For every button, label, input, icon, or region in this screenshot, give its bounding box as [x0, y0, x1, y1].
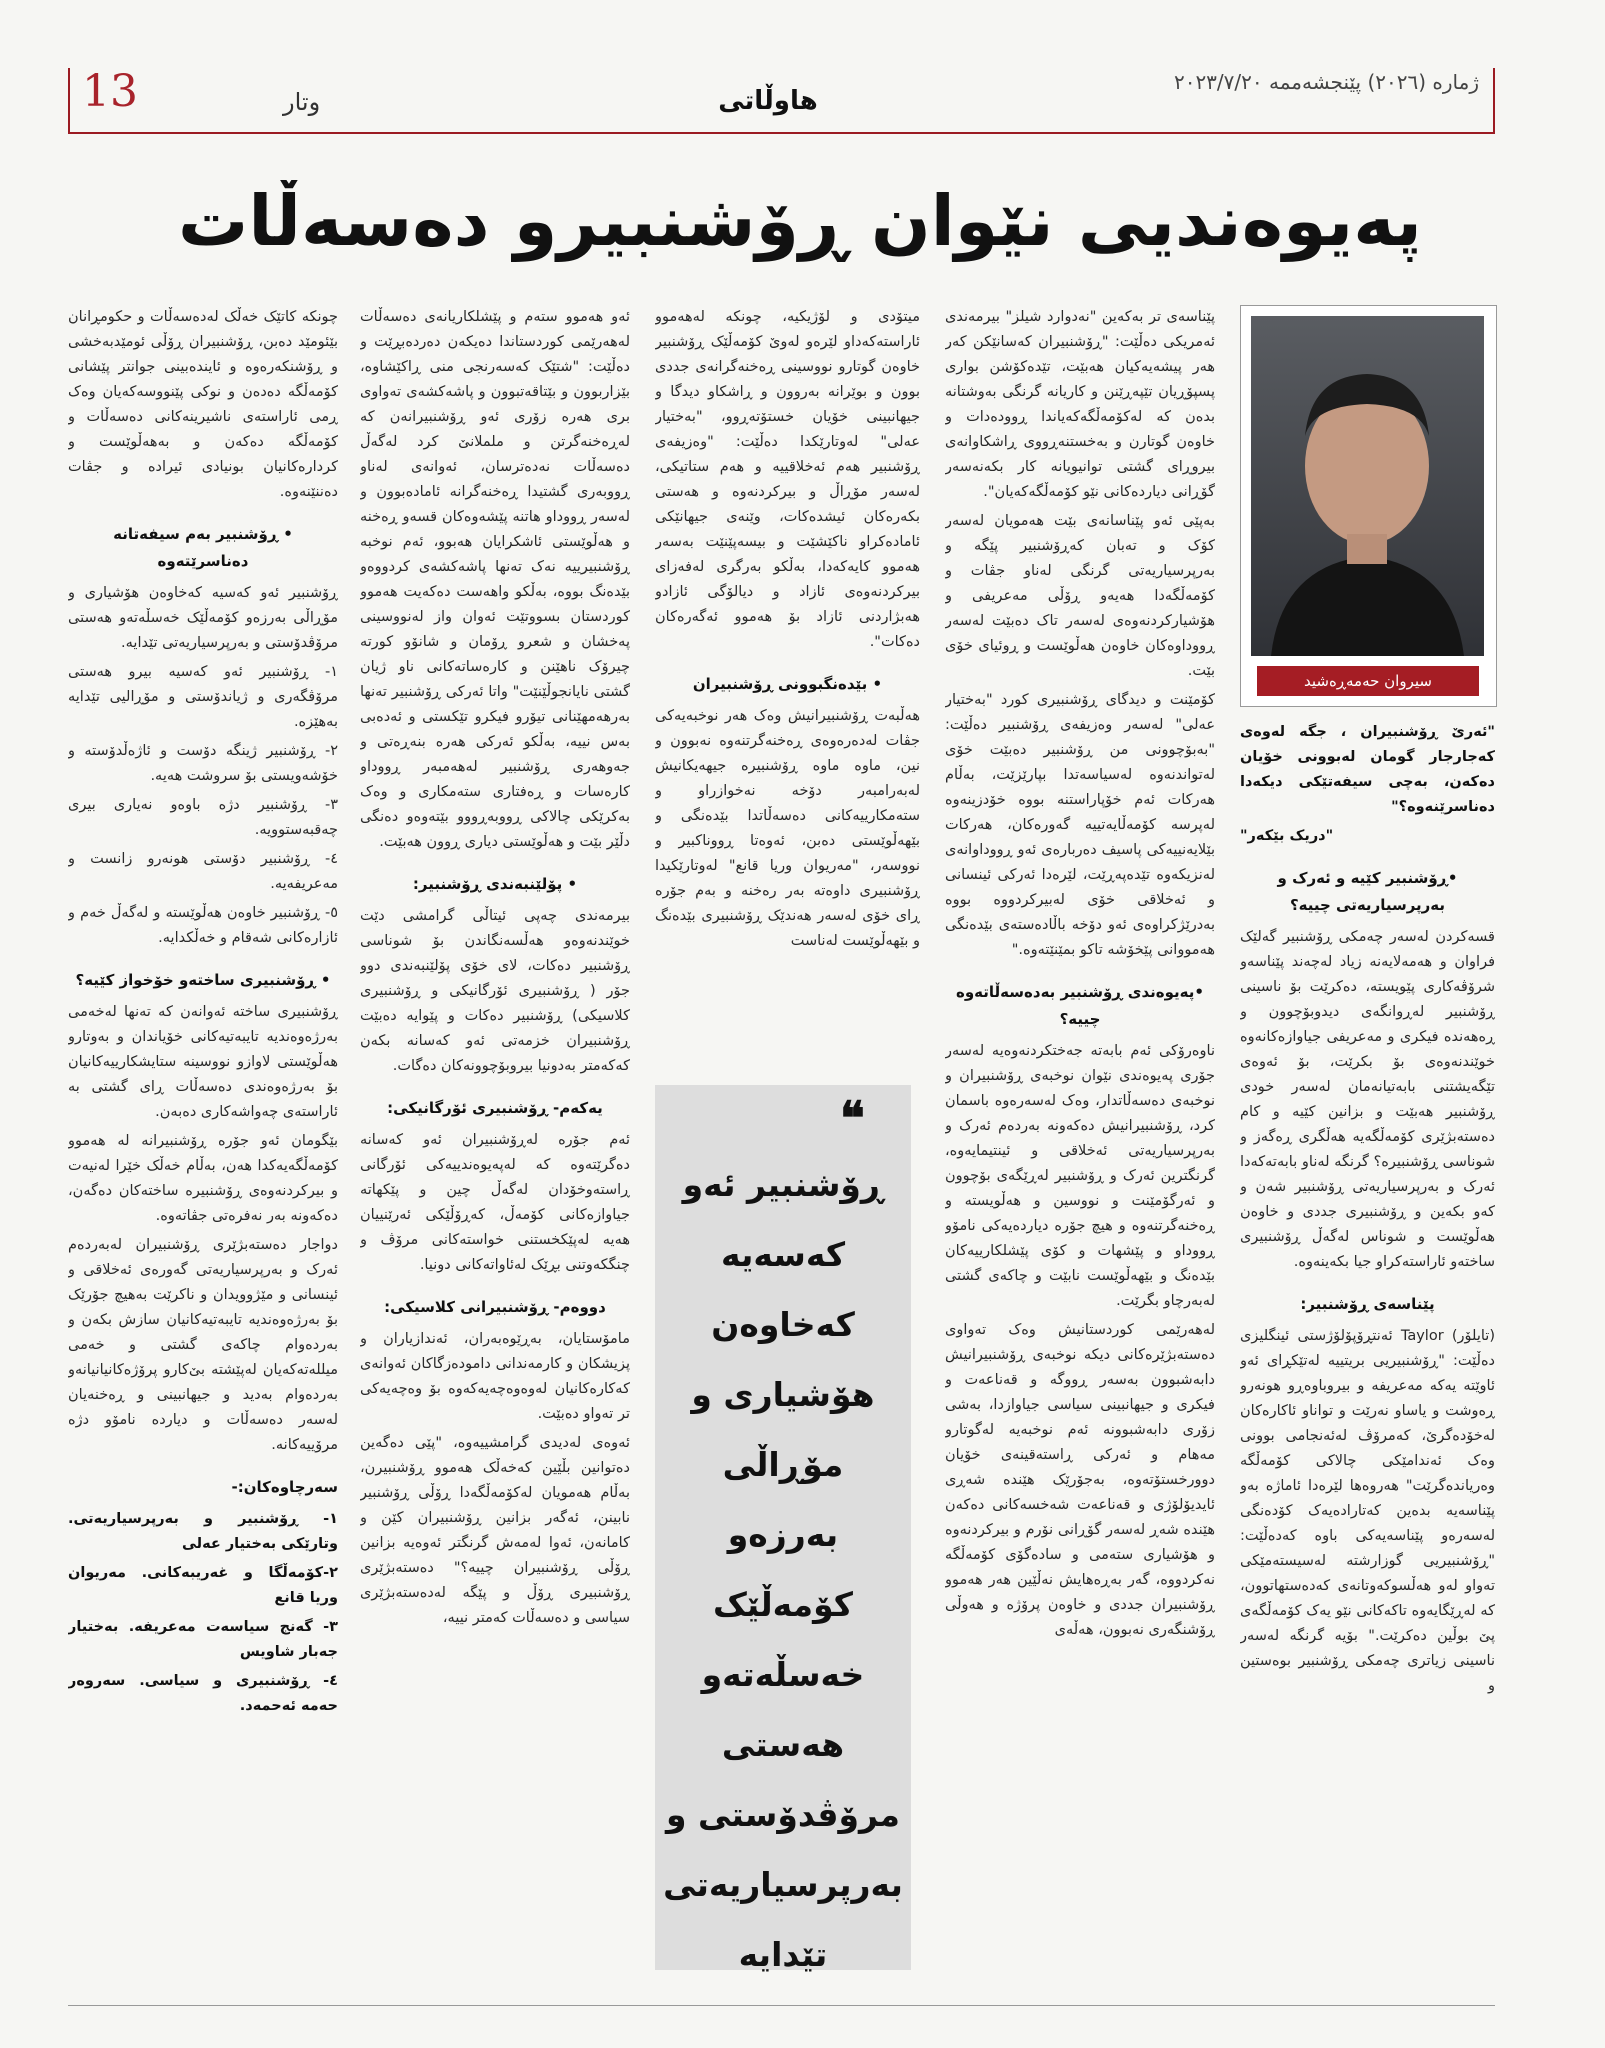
- paragraph: (تایلۆر) Taylor ئەنتڕۆپۆلۆژستی ئینگلیزی دەڵێت: "ڕۆشنبیریی بریتییە لەتێکڕای ئەو ئاوێتە یەکە مەعریفە و بیروباوەڕو هونەرو ڕەوشت و یاساو نەرێت و تواناو ئاکارەکان لەخۆدەگرێ، کەمرۆڤ لەئەنجامی بوونی وەک ئەندامێکی چالاکی کۆمەڵگە وەریاندەگرێت" هەروەها لێرەدا ئاماژە بەو پێناسەیە بدەین کەتارادەیەک کۆدەنگی لەسەرەو پێناسەیەکی باوە کەدەڵێت: "ڕۆشنبیریی گوزارشتە لەسیستەمێکی تەواو لەو هەڵسوکەوتانەی کەدەستهاتوون، کە لەڕێگایەوە تاکەکانی نێو یەک کۆمەڵگەی پێ بوڵین دەکرێت." بۆیە گرنگە لەسەر ناسینی زیاتری چەمکی ڕۆشنبیر بوەستین و: [1240, 1328, 1495, 1694]
- author-photo-box: [1240, 305, 1497, 707]
- list-item: ٣- ڕۆشنبیر دژە باوەو نەیاری بیری چەقبەستوویە.: [68, 797, 338, 838]
- paragraph: میتۆدی و لۆژیکیە، چونکە لەهەموو ئاراستەکەداو لێرەو لەوێ کۆمەڵێک ڕۆشنبیر خاوەن گوتارو نووسینی ڕەخنەگرانەی جددی بوون و بوێرانە بەروون و ڕاشکاو دیدگا و جیهانبینی خۆیان خستۆتەڕوو، "بەختیار عەلی" لەوتارێکدا دەڵێت: "وەزیفەی ڕۆشنبیر هەم ئەخلاقییە و هەم ستاتیکی، لەسەر مۆڕاڵ و بیرکردنەوە و هەستی بکەرەکان ئیشدەکات، وێنەی جیهانێکی ئامادەکراو ناکێشێت و بیسەپێنێت بەسەر هەموو کایەکەدا، بەڵکو بەرگری لەفەزای بیرکردنەوەی ئازاد و دیالۆگی ئازادو هەبژاردنی ئازاد بۆ هەموو ئەگەرەکان دەکات".: [655, 309, 920, 650]
- section-label: وتار: [283, 88, 321, 116]
- section-heading: دووەم- ڕۆشنبیرانی کلاسیکی:: [384, 1298, 606, 1316]
- quote-mark-icon: ❝: [840, 1091, 859, 1145]
- paragraph: ئەو هەموو ستەم و پێشلکاریانەی دەسەڵات لەهەرێمی کوردستاندا دەیکەن دەردەبڕێت و دەڵێت: "شتێک کەسەرنجی منی ڕاکێشاوە، بێزاربوون و بێتاقەتبوون و پاشەکشەی تەواوی بری هەرە زۆری ئەو ڕۆشنبیرانەن کە لەڕەخنەگرتن و ململانێ کرد لەگەڵ دەسەڵات نەدەترسان، ئەوانەی لەناو ڕووبەری گشتیدا ڕەخنەگرانە ئامادەبوون و لەسەر ڕووداو هاتنە پێشەوەکان قسەو ڕەخنە و هەڵوێستی ئاشکرایان هەبوو، ئەم نوخبە ڕۆشنبیرییە نەک تەنها پاشەکشەی کردووەو بێدەنگ بووە، بەڵکو واهەست دەکەیت هەموو کوردستان بسووتێت ئەوان واز لەنووسینی پەخشان و شعرو ڕۆمان و شانۆو کورتە چیرۆک ناهێنن و کارەساتەکانی ناو ژیان گشتی نایانجوڵێنێت" واتا ئەرکی ڕۆشنبیر تەنها بەرهەمهێنانی تیۆرو فیکرو تێکستی و ئەدەبی بەس نییە، بەڵکو ئەرکی هەرە بنەڕەتی و جەوهەری ڕۆشنبیر لەهەمبەر ڕووداو کارەسات و ڕەفتاری ستەمکاری و وەک بەکرێکی چالاکی ڕووبەڕووو بێتەوەو دەنگی دڵێر بێت و هەڵوێستی دیاری ڕوون هەبێت.: [360, 309, 630, 850]
- sources-heading: سەرچاوەکان:-: [231, 1478, 338, 1496]
- section-heading: • بێدەنگبوونی ڕۆشنبیران: [692, 675, 883, 693]
- column-4: [68, 305, 338, 1995]
- paragraph: لەهەرێمی کوردستانیش وەک تەواوی دەستەبژێرەکانی دیکە نوخبەی ڕۆشنبیرانیش دابەشبوون بەسەر ڕووگە و قەناعەت و فیکری و جیهانبینی سیاسی جیاوازدا، بەشی زۆری دابەشبوونە ئەم نوخبەیە لەگوتارو مەهام و ئەرکی ڕاستەقینەی خۆیان دوورخستۆتەوە، بەجۆرێک هێندە شەڕی ئایدیۆلۆژی و قەناعەت شەخسەکانی دەکەن هێندە شەڕ لەسەر گۆڕانی نۆرم و بیرکردنەوە و هۆشیاری ستەمی و سادەگۆی کۆمەڵگە نەکردووە، گەر بەڕەهایش نەڵێین هەر هەموو ڕۆشنبیران جددی و خاوەن پرۆژە و هەوڵی ڕۆشنگەری نەبوون، هەڵەی: [945, 1322, 1215, 1638]
- author-photo: [1251, 316, 1484, 656]
- lead-quote-author: "دریک بێکەر": [1240, 828, 1334, 844]
- list-item: ٢- ڕۆشنبیر ژینگە دۆست و ئاژەڵدۆستە و خۆشەویستی بۆ سروشت هەیە.: [68, 743, 338, 784]
- column-1: [945, 305, 1215, 1995]
- source-item: ٤- ڕۆشنبیری و سیاسی. سەروەر حەمە ئەحمەد.: [68, 1673, 338, 1714]
- list-item: ٤- ڕۆشنبیر دۆستی هونەرو زانست و مەعریفەیە.: [68, 851, 338, 892]
- source-item: ١- ڕۆشنبیر و بەرپرسیاریەتی. وتارێکی بەختیار عەلی: [68, 1511, 338, 1552]
- column-3: [360, 305, 630, 1995]
- paragraph: کۆمێنت و دیدگای ڕۆشنبیری کورد "بەختیار عەلی" لەسەر وەزیفەی ڕۆشنبیر دەڵێت: "بەبۆچوونی من ڕۆشنبیر دەبێت خۆی لەتواندنەوە لەسیاسەتدا بپارێزێت، بەڵام هەرکات ئەم خۆپاراستنە بووە خۆدزینەوە لەپرسە کۆمەڵایەتییە گەورەکان، هەرکات بێلایەنییەکی پاسیف دەربارەی ئەو ڕووداوانەی لەنزیکەوە تێدەپەڕێت، لێرەدا ئەرکی ئینسانی و ئەخلاقی خۆی لەبیرکردووە بووە بەدرێژکراوەی ئەو دۆخە باڵادەستەی بێدەنگی هەمووانی پێخۆشە تاکو بمێنێتەوە.": [945, 692, 1215, 958]
- section-heading: • پۆلێنبەندی ڕۆشنبیر:: [412, 875, 578, 893]
- column-5: [1240, 720, 1495, 1995]
- source-item: ٢-کۆمەڵگا و غەریبەکانی. مەریوان وریا قانع: [68, 1565, 338, 1606]
- issue-info: ژمارە (٢٠٢٦) پێنجشەممە ٢٠٢٣/٧/٢٠: [1173, 70, 1479, 94]
- author-name: سیروان حەمەڕەشید: [1257, 666, 1479, 696]
- paragraph: پێناسەی تر بەکەین "نەدوارد شیلز" بیرمەندی ئەمریکی دەڵێت: "ڕۆشنبیران کەسانێکن کەر هەر پیشەیەکیان هەبێت، تێدەکۆشن بواری پسپۆڕیان تێپەڕێنن و کاریانە گرنگی بەوشتانە بدەن کە لەکۆمەڵگەکەیاندا ڕوودەدات و خاوەن گوتارن و بەخستنەڕووی ڕاشکاوانەی بیروڕای گشتی توانیویانە کار بکەنەسەر گۆڕانی دیاردەکانی نێو کۆمەڵگەکەیان".: [945, 309, 1215, 500]
- page-header: [68, 68, 1495, 134]
- section-heading: پێناسەی ڕۆشنبیر:: [1300, 1295, 1435, 1313]
- header-right-rule: [1493, 68, 1495, 132]
- section-heading: •ڕۆشنبیر کێیە و ئەرک و بەرپرسیاریەتی چییە؟: [1277, 869, 1458, 914]
- source-item: ٣- گەنج سیاسەت مەعریفە. بەختیار جەبار شاویس: [68, 1619, 338, 1660]
- lead-quote: "ئەرێ ڕۆشنبیران ، جگە لەوەی کەجارجار گومان لەبوونی خۆیان دەکەن، بەچی سیفەتێکی دیکەدا دەناسرێنەوە؟": [1240, 724, 1495, 815]
- paragraph: ڕۆشنبیری ساختە ئەوانەن کە تەنها لەخەمی بەرژەوەندیە تایبەتیەکانی خۆیاندان و بەوتارو هەڵوێستی لاوازو نووسینە ستایشکارییەکانیان بۆ بەرژەوەندی دەسەڵات ڕای گشتی بە ئاراستەی چەواشەکاری دەبەن.: [68, 1004, 338, 1120]
- section-heading: •پەیوەندی ڕۆشنبیر بەدەسەڵاتەوە چییە؟: [956, 983, 1204, 1028]
- header-left-rule: [68, 68, 70, 132]
- list-item: ٥- ڕۆشنبیر خاوەن هەڵوێستە و لەگەڵ خەم و ئازارەکانی شەقام و خەڵکدایە.: [68, 905, 338, 946]
- column-2: [655, 305, 920, 1065]
- paragraph: هەڵبەت ڕۆشنبیرانیش وەک هەر نوخبەیەکی جڤات لەدەرەوەی ڕەخنەگرتنەوە نەبوون و نین، ماوە ماوە ڕۆشنبیرە جیهەیکانیش لەبەرامبەر دۆخە نەخوازراو و ستەمکارییەکانی دەسەڵاتدا بێدەنگی و بێهەڵوێستی دەبن، ئەوەتا ڕووناکبیر و نووسەر، "مەریوان وریا قانع" لەوتارێکیدا ڕۆشنبیری داوەتە بەر رەخنە و بەم جۆرە ڕای خۆی لەسەر هەندێک ڕۆشنبیری بێدەنگ و بێهەڵوێست لەناست: [655, 708, 920, 949]
- portrait-icon: [1251, 316, 1484, 656]
- list-item: ١- ڕۆشنبیر ئەو کەسیە بیرو هەستی مرۆڤگەری و ژیاندۆستی و مۆڕالیی تێدایە بەهێزە.: [68, 664, 338, 730]
- section-heading: یەکەم- ڕۆشنبیری ئۆرگانیکی:: [387, 1099, 603, 1117]
- pull-quote: [655, 1085, 911, 1974]
- paragraph: بێگومان ئەو جۆرە ڕۆشنبیرانە لە هەموو کۆمەڵگەیەکدا هەن، بەڵام خەڵک خێرا لەنیەت و بیرکردنەوەی ڕۆشنبیرە ساختەکان دەگەن، دەکەونە بەر نەفرەتی جڤاتەوە.: [68, 1133, 338, 1224]
- section-heading: • ڕۆشنبیر بەم سیفەتانە دەناسرێتەوە: [113, 525, 293, 570]
- paragraph: ئەم جۆرە لەڕۆشنبیران ئەو کەسانە دەگرێتەوە کە لەپەیوەندییەکی ئۆرگانی ڕاستەوخۆدان لەگەڵ چین و پێکهاتە جیاوازەکانی کۆمەڵ، کەڕۆڵێکی ئەرێنییان هەیە لەپێکخستنی خواستەکانی مرۆڤ و چنگکەوتنی بڕێک لەئاواتەکانی دونیا.: [360, 1132, 630, 1273]
- newspaper-logo: هاوڵاتی: [718, 86, 818, 116]
- paragraph: ڕۆشنبیر ئەو کەسیە کەخاوەن هۆشیاری و مۆڕاڵی بەرزەو کۆمەڵێک خەسڵەتەو هەستی مرۆڤدۆستی و بەرپرسیاریەتی تێدایە.: [68, 585, 338, 651]
- paragraph: قسەکردن لەسەر چەمکی ڕۆشنبیر گەلێک فراوان و هەمەلایەنە زیاد لەچەند پێناسەو شرۆڤەکاری پێویستە، دەکرێت بۆ ناسینی ڕۆشنبیر لەڕوانگەی دیدوبۆچوون و ڕەهەندە فیکری و مەعریفی جیاوازەکانەوە خوێندنەوەی بۆ بکرێت، بۆ ئەوەی تێگەیشتنی بابەتیانەمان لەسەر خودی ڕۆشنبیر هەبێت و بزانین کێیە و کام دەستەبژێری کۆمەڵگەیە هەڵگری ڕەگەز و شوناسی ڕۆشنبیرە؟ گرنگە لەناو بابەتەکەدا ئەرک و بەرپرسیاریەتی ڕۆشنبیر شەن و کەو بکەین و ڕۆشنبیری جددی و خاوەن هەڵوێست و شوناس لەگەڵ ڕۆشنبیری ساختەو ئاراستەکراو جیا بکەینەوە.: [1240, 929, 1495, 1270]
- paragraph: ئەوەی لەدیدی گرامشییەوە، "پێی دەگەین دەتوانین بڵێین کەخەڵک هەموو ڕۆشنبیرن، بەڵام هەمویان لەکۆمەڵگەدا ڕۆڵی ڕۆشنبیر نابینن، ئەگەر بزانین ڕۆشنبیران کێن و کامانەن، ئەوا لەمەش گرنگتر ئەوەیە بزانین ڕۆڵی ڕۆشنبیران چییە؟" دەستەبژێری ڕۆشنبیری ڕۆڵ و پێگە لەدەستەبژێری سیاسی و دەسەڵات کەمتر نییە،: [360, 1435, 630, 1626]
- paragraph: بەپێی ئەو پێناسانەی بێت هەمویان لەسەر کۆک و تەبان کەڕۆشنبیر پێگە و بەرپرسیاریەتی گرنگی لەناو جڤات و کۆمەڵگەدا هەیەو ڕۆڵی مەعریفی و هۆشیارکردنەوەی لەسەر تاک دەبێت لەسەر ڕووداوەکان خاوەن هەڵوێست و ڕوئیای خۆی بێت.: [945, 513, 1215, 679]
- paragraph: بیرمەندی چەپی ئیتاڵی گرامشی دێت خوێندنەوەو هەڵسەنگاندن بۆ شوناسی ڕۆشنبیر دەکات، لای خۆی پۆلێنبەندی دوو جۆر ( ڕۆشنبیری ئۆرگانیکی و ڕۆشنبیری کلاسیکی) ڕۆشنبیر دەکات و پێوایە دەبێت ڕۆشنبیران خزمەتی ئەو کەسانە بکەن کەکەمتر بەدونیا بیروبۆچوونەکان دەگات.: [360, 908, 630, 1074]
- section-heading: • ڕۆشنبیری ساختەو خۆخواز کێیە؟: [75, 971, 331, 989]
- paragraph: مامۆستایان، بەڕێوەبەران، ئەندازیاران و پزیشکان و کارمەندانی دامودەزگاکان ئەوانەی کەکارەکانیان لەوەوەچەیەکەوە بۆ وەچەیەکی تر تەواو دەبێت.: [360, 1331, 630, 1422]
- page-number: 13: [82, 66, 138, 117]
- pull-quote-text: ڕۆشنبیر ئەو کەسەیە کەخاوەن هۆشیاری و مۆڕاڵی بەرزەو کۆمەڵێک خەسڵەتەو هەستی مرۆڤدۆستی و بەرپرسیاریەتی تێدایە: [663, 1165, 903, 1974]
- paragraph: چونکە کاتێک خەڵک لەدەسەڵات و حکومڕانان بێئومێد دەبن، ڕۆشنبیران ڕۆڵی ئومێدبەخشی و ڕۆشنکەرەوە و ئاینده‌بینی جوانتر پێشانی کۆمەڵگە دەدەن و نوکی پێنووسەکەیان وەک ڕمی ئاراستەی ناشیرینەکانی دەسەڵات و کۆمەڵگە دەکەن و بەهەڵوێست و کردارەکانیان بونیادی ئیرادە و جڤات دەننێنەوە.: [68, 309, 338, 500]
- footer-rule: [68, 2005, 1495, 2006]
- article-title: پەیوەندیی نێوان ڕۆشنبیرو دەسەڵات: [178, 180, 1422, 262]
- paragraph: ناوەرۆکی ئەم بابەتە جەختکردنەوەیە لەسەر جۆری پەیوەندی نێوان نوخبەی ڕۆشنبیران و نوخبەی دەسەڵاتدار، وەک لەسەرەوە باسمان کرد، ڕۆشنبیرانیش دەکەونە بەردەم ئەرک و بەرپرسیاریەتی ئەخلاقی و ئینتیمایەوە، گرنگترین ئەرک و ڕۆشنبیر لەڕێگەی بۆچوون و ئەرگۆمێنت و نووسین و هەڵویستە و ڕەخنەگرتنەوە و هیچ جۆرە دیاردەیەکی نامۆو ڕووداو و پێشهات و کۆی پێشلکارییەکان بێدەنگ و بێهەڵوێست نابێت و چاکەی گشتی لەبەرچاو بگرێت.: [945, 1043, 1215, 1309]
- paragraph: دواجار دەستەبژێری ڕۆشنبیران لەبەردەم ئەرک و بەرپرسیاریەتی گەورەی ئەخلاقی و ئینسانی و مێژوویدان و ناکرێت بەهیچ جۆرێک بۆ بەرژەوەندیە تایبەتیەکانیان سازش بکەن و بەردەوام چاکەی گشتی و خەمی میللەتەکەیان لەپێشتە بێ‌کارو پرۆژەکانیانیانەو بەردەوام بەدید و جیهانبینی و ڕەخنەیان لەسەر دەسەڵات و دیاردە نامۆو دژە مرۆییەکانە.: [68, 1237, 338, 1453]
